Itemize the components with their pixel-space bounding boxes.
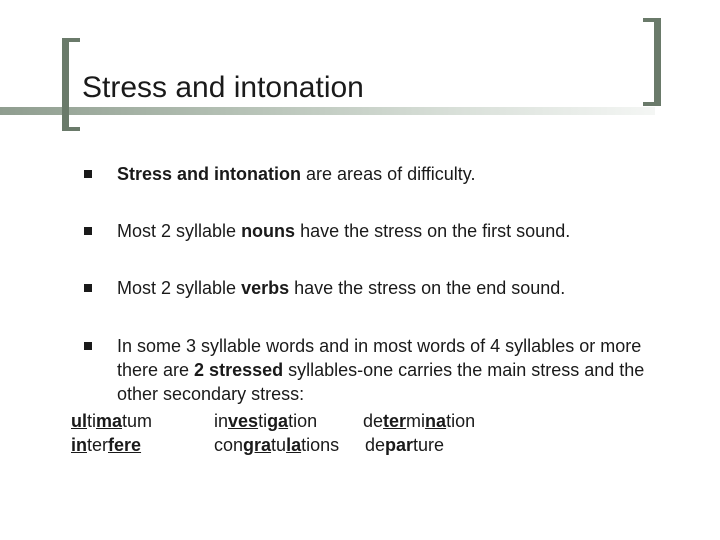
- bullet-bold-text: Stress and intonation: [117, 164, 302, 184]
- bullet-pre-text: Most 2 syllable: [117, 278, 242, 298]
- stressed-syllable: ter: [383, 411, 407, 431]
- example-word-ultimatum: [71, 409, 152, 433]
- syllable: de: [365, 435, 386, 455]
- stressed-syllable: ul: [71, 411, 87, 431]
- bullet-rest-text: have the stress on the first sound.: [295, 221, 571, 241]
- slide-title: Stress and intonation: [82, 71, 364, 104]
- stressed-syllable: gra: [243, 435, 272, 455]
- left-bracket-decoration: [62, 38, 69, 131]
- stressed-syllable: ma: [96, 411, 123, 431]
- stressed-syllable: fere: [108, 435, 142, 455]
- bullet-rest-text: have the stress on the end sound.: [289, 278, 566, 298]
- syllable: tion: [446, 411, 476, 431]
- syllable: tu: [271, 435, 287, 455]
- syllable: con: [214, 435, 244, 455]
- syllable: in: [214, 411, 229, 431]
- stressed-syllable: in: [71, 435, 87, 455]
- syllable: tum: [122, 411, 153, 431]
- bullet-bold-text: nouns: [241, 221, 296, 241]
- example-word-departure: [365, 433, 444, 457]
- stressed-syllable: par: [385, 435, 414, 455]
- bullet-text: [117, 162, 677, 186]
- example-word-congratulations: [214, 433, 339, 457]
- example-row-1: [71, 409, 531, 433]
- bullet-pre-text: Most 2 syllable: [117, 221, 242, 241]
- bullet-text: [117, 276, 677, 300]
- bullet-text: [117, 219, 677, 243]
- bullet-rest-text: are areas of difficulty.: [301, 164, 476, 184]
- right-bracket-bottom-cap: [643, 102, 661, 106]
- stress-examples: [71, 409, 531, 457]
- left-bracket-top-cap: [62, 38, 80, 42]
- bullet-bold-text: 2 stressed: [194, 360, 284, 380]
- left-bracket-bottom-cap: [62, 127, 80, 131]
- syllable: tions: [301, 435, 340, 455]
- stressed-syllable: la: [286, 435, 302, 455]
- title-gradient-rule: [0, 107, 655, 115]
- square-bullet-icon: [84, 342, 92, 350]
- example-row-2: [71, 433, 531, 457]
- right-bracket-decoration: [654, 18, 661, 106]
- square-bullet-icon: [84, 284, 92, 292]
- right-bracket-top-cap: [643, 18, 661, 22]
- syllable: mi: [406, 411, 426, 431]
- syllable: de: [363, 411, 384, 431]
- example-word-determination: [363, 409, 475, 433]
- bullet-pre-text: In some 3 syllable words and in most words of 4 syllables or more there are: [117, 336, 642, 380]
- syllable: ture: [413, 435, 445, 455]
- syllable: ter: [87, 435, 109, 455]
- stressed-syllable: ves: [228, 411, 259, 431]
- stressed-syllable: ga: [267, 411, 289, 431]
- syllable: ti: [258, 411, 268, 431]
- bullet-text: [117, 334, 677, 406]
- bullet-bold-text: verbs: [241, 278, 290, 298]
- example-word-investigation: [214, 409, 317, 433]
- square-bullet-icon: [84, 227, 92, 235]
- syllable: ti: [87, 411, 96, 431]
- bullet-rest-text: syllables-one carries the main stress and the other secondary stress:: [117, 360, 645, 404]
- syllable: tion: [288, 411, 318, 431]
- stressed-syllable: na: [425, 411, 447, 431]
- square-bullet-icon: [84, 170, 92, 178]
- example-word-interfere: [71, 433, 141, 457]
